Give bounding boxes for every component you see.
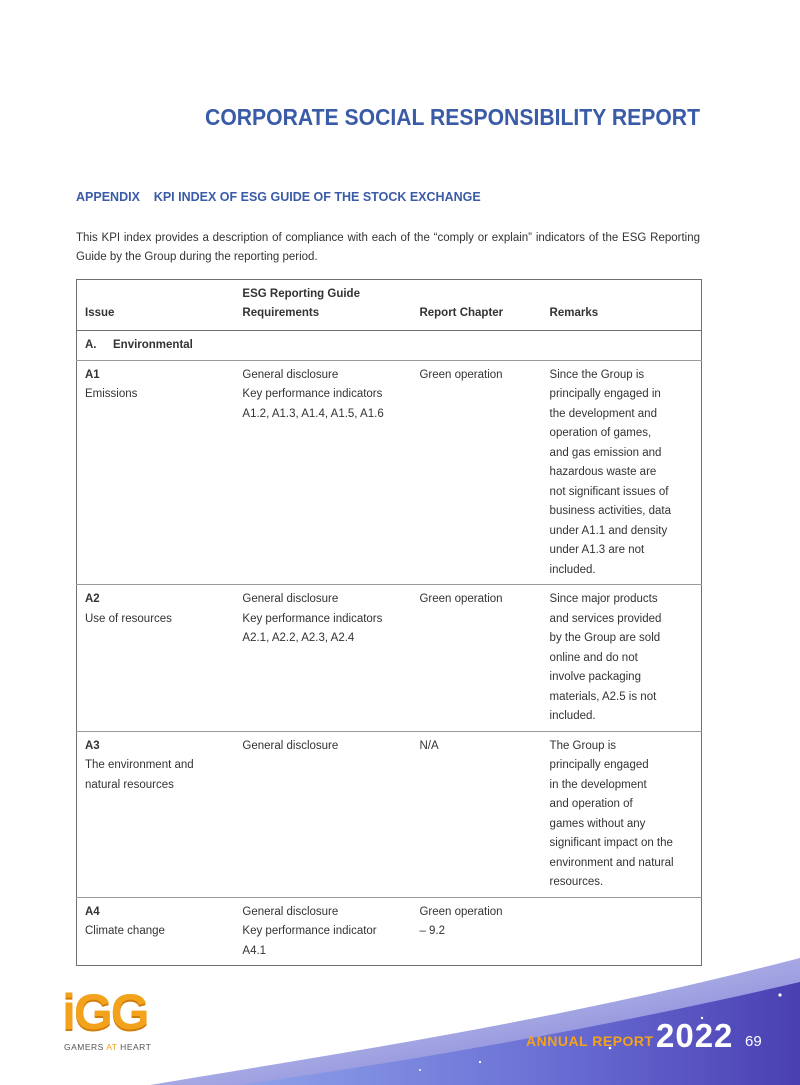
page-number: 69 xyxy=(745,1033,762,1050)
section-row xyxy=(77,331,702,361)
requirements-cell xyxy=(234,585,411,732)
table-row xyxy=(77,585,702,732)
igg-logo xyxy=(62,986,172,1056)
remark-line: principally engaged in xyxy=(549,388,661,400)
remarks-cell xyxy=(542,731,702,897)
remark-line: resources. xyxy=(549,876,604,888)
issue-name-line: Climate change xyxy=(85,925,165,937)
remarks-cell xyxy=(542,585,702,732)
requirements-cell xyxy=(234,360,411,585)
logo-tagline xyxy=(64,1042,151,1052)
remark-line: significant impact on the xyxy=(549,837,673,849)
column-header-requirements-line2: Requirements xyxy=(242,307,320,319)
remark-line: in the development xyxy=(549,778,647,791)
chapter-line: Green operation xyxy=(419,905,503,918)
annual-report-year: 2022 xyxy=(656,1017,734,1054)
remark-line: under A1.3 are not xyxy=(549,544,645,556)
issue-name-line: natural resources xyxy=(85,778,174,791)
issue-code: A4 xyxy=(85,905,100,918)
section-name: Environmental xyxy=(113,339,193,351)
remark-line: hazardous waste are xyxy=(549,466,657,478)
requirement-line: Key performance indicators xyxy=(242,612,383,625)
remark-line: operation of games, xyxy=(549,427,652,439)
table-header-row xyxy=(77,280,702,331)
issue-name-line: The environment and xyxy=(85,759,194,771)
section-letter: A. xyxy=(85,339,97,351)
remark-line: included. xyxy=(549,710,596,722)
column-header-requirements xyxy=(234,280,411,331)
requirement-line: General disclosure xyxy=(242,739,339,752)
chapter-line: Green operation xyxy=(419,593,503,605)
tagline-highlight: AT xyxy=(106,1042,118,1052)
requirement-line: A2.1, A2.2, A2.3, A2.4 xyxy=(242,632,355,644)
chapter-cell xyxy=(411,585,541,732)
remark-line: The Group is xyxy=(549,739,617,752)
requirement-line: A1.2, A1.3, A1.4, A1.5, A1.6 xyxy=(242,407,384,420)
remark-line: principally engaged xyxy=(549,759,649,771)
table-row xyxy=(77,731,702,897)
remark-line: and gas emission and xyxy=(549,446,662,459)
chapter-line: N/A xyxy=(419,739,439,752)
issue-code: A2 xyxy=(85,593,100,605)
chapter-cell xyxy=(411,360,541,585)
page-title: CORPORATE SOCIAL RESPONSIBILITY REPORT xyxy=(205,104,700,130)
remark-line: online and do not xyxy=(549,651,638,664)
remark-line: Since the Group is xyxy=(549,368,645,381)
requirement-line: A4.1 xyxy=(242,944,267,957)
issue-name-line: Emissions xyxy=(85,388,138,400)
issue-name-line: Use of resources xyxy=(85,612,172,625)
issue-cell xyxy=(77,585,235,732)
requirement-line: General disclosure xyxy=(242,368,339,381)
remark-line: included. xyxy=(549,563,596,576)
remark-line: environment and natural xyxy=(549,856,674,869)
remark-line: by the Group are sold xyxy=(549,632,661,644)
logo-letters: iGG xyxy=(62,984,148,1040)
remark-line: Since major products xyxy=(549,593,658,605)
issue-code: A1 xyxy=(85,368,100,381)
issue-cell xyxy=(77,731,235,897)
tagline-part2: HEART xyxy=(117,1042,152,1052)
remark-line: under A1.1 and density xyxy=(549,524,668,537)
chapter-cell xyxy=(411,731,541,897)
section-label xyxy=(77,331,702,361)
requirement-line: Key performance indicator xyxy=(242,925,377,937)
remark-line: materials, A2.5 is not xyxy=(549,690,657,703)
remark-line: and operation of xyxy=(549,798,633,810)
chapter-line: Green operation xyxy=(419,368,503,381)
remark-line: the development and xyxy=(549,407,657,420)
remark-line: and services provided xyxy=(549,612,662,625)
chapter-line: – 9.2 xyxy=(419,925,446,937)
kpi-index-table xyxy=(76,279,702,966)
remark-line: involve packaging xyxy=(549,671,641,683)
remark-line: games without any xyxy=(549,817,646,830)
remark-line: not significant issues of xyxy=(549,485,669,498)
issue-cell xyxy=(77,360,235,585)
requirement-line: General disclosure xyxy=(242,593,339,605)
column-header-requirements-line1: ESG Reporting Guide xyxy=(242,288,360,300)
remark-line: business activities, data xyxy=(549,505,671,517)
table-row xyxy=(77,360,702,585)
intro-paragraph: This KPI index provides a description of compliance with each of the “comply or explain” indicators of the ESG Reporting Guide by the Group during the reporting period. xyxy=(76,232,700,263)
appendix-heading: APPENDIX KPI INDEX OF ESG GUIDE OF THE STOCK EXCHANGE xyxy=(76,190,481,204)
requirements-cell xyxy=(234,731,411,897)
requirement-line: Key performance indicators xyxy=(242,388,383,400)
tagline-part1: GAMERS xyxy=(64,1042,107,1052)
issue-code: A3 xyxy=(85,739,100,752)
column-header-issue: Issue xyxy=(77,280,235,331)
column-header-chapter: Report Chapter xyxy=(411,280,541,331)
requirement-line: General disclosure xyxy=(242,905,339,918)
column-header-remarks: Remarks xyxy=(542,280,702,331)
remarks-cell xyxy=(542,360,702,585)
annual-report-label: ANNUAL REPORT xyxy=(526,1033,654,1049)
